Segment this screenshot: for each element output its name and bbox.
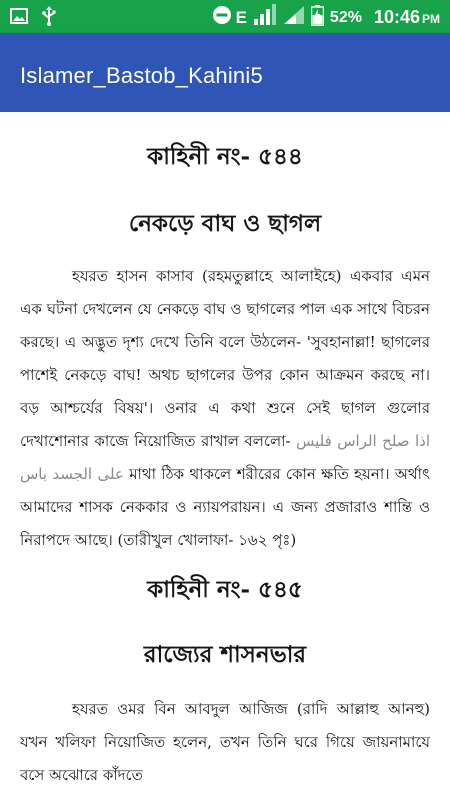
signal-icon <box>253 4 277 31</box>
image-icon <box>10 7 28 29</box>
usb-icon <box>42 6 56 30</box>
story-number: কাহিনী নং- ৫৪৪ <box>147 143 303 170</box>
story-body <box>20 260 430 557</box>
story-body <box>20 693 430 792</box>
app-title: Islamer_Bastob_Kahini5 <box>20 63 263 88</box>
story-body-text-continued: মাথা ঠিক থাকলে শরীরের কোন ক্ষতি হয়না। অর্থাৎ আমাদের শাসক নেককার ও ন্যায়পরায়ন। এ জন্য প্রজারাও শান্তি ও নিরাপদে আছে। (তারীখুল খোলাফা- ১৬২ পৃঃ) <box>20 465 430 549</box>
wifi-icon <box>283 5 305 30</box>
story-title: রাজ্যের শাসনভার <box>143 641 307 668</box>
clock <box>374 7 440 28</box>
story-number: কাহিনী নং- ৫৪৫ <box>147 576 303 603</box>
do-not-disturb-icon <box>212 5 232 30</box>
app-bar <box>0 33 450 112</box>
story-body-text: হযরত ওমর বিন আবদুল আজিজ (রাদি আল্লাহু আনহু) যখন খলিফা নিয়োজিত হলেন, তখন তিনি ঘরে গিয়ে জায়নামাযে বসে অঝোরে কাঁদতে <box>20 700 430 784</box>
story-title: নেকড়ে বাঘ ও ছাগল <box>128 210 322 237</box>
story-body-text: হযরত হাসন কাসাব (রহমতুল্লাহে আলাইহে) একবার এমন এক ঘটনা দেখলেন যে নেকড়ে বাঘ ও ছাগলের পাল এক সাথে বিচরন করছে। এ অদ্ভুত দৃশ্য দেখে তিনি বলে উঠলেন- 'সুবহানাল্লা! ছাগলের পাশেই নেকড়ে বাঘ! অথচ ছাগলের উপর কোন আক্রমন করছে না। বড় আশ্চর্যের বিষয়'। ওনার এ কথা শুনে সেই ছাগল গুলোর দেখাশোনার কাজে নিয়োজিত রাখাল বললো- <box>20 267 430 450</box>
arabic-quote: اذا صلح الراس فليس على الجسد باس <box>20 432 430 483</box>
story-545 <box>0 571 450 792</box>
clock-ampm: PM <box>422 12 440 26</box>
clock-time: 10:46 <box>373 7 420 27</box>
battery-icon <box>311 5 324 31</box>
story-544 <box>0 138 450 557</box>
network-type-label: E <box>235 7 247 27</box>
content-scroll-area[interactable] <box>0 112 450 800</box>
status-bar <box>0 0 450 33</box>
battery-percent: 52% <box>329 8 362 26</box>
